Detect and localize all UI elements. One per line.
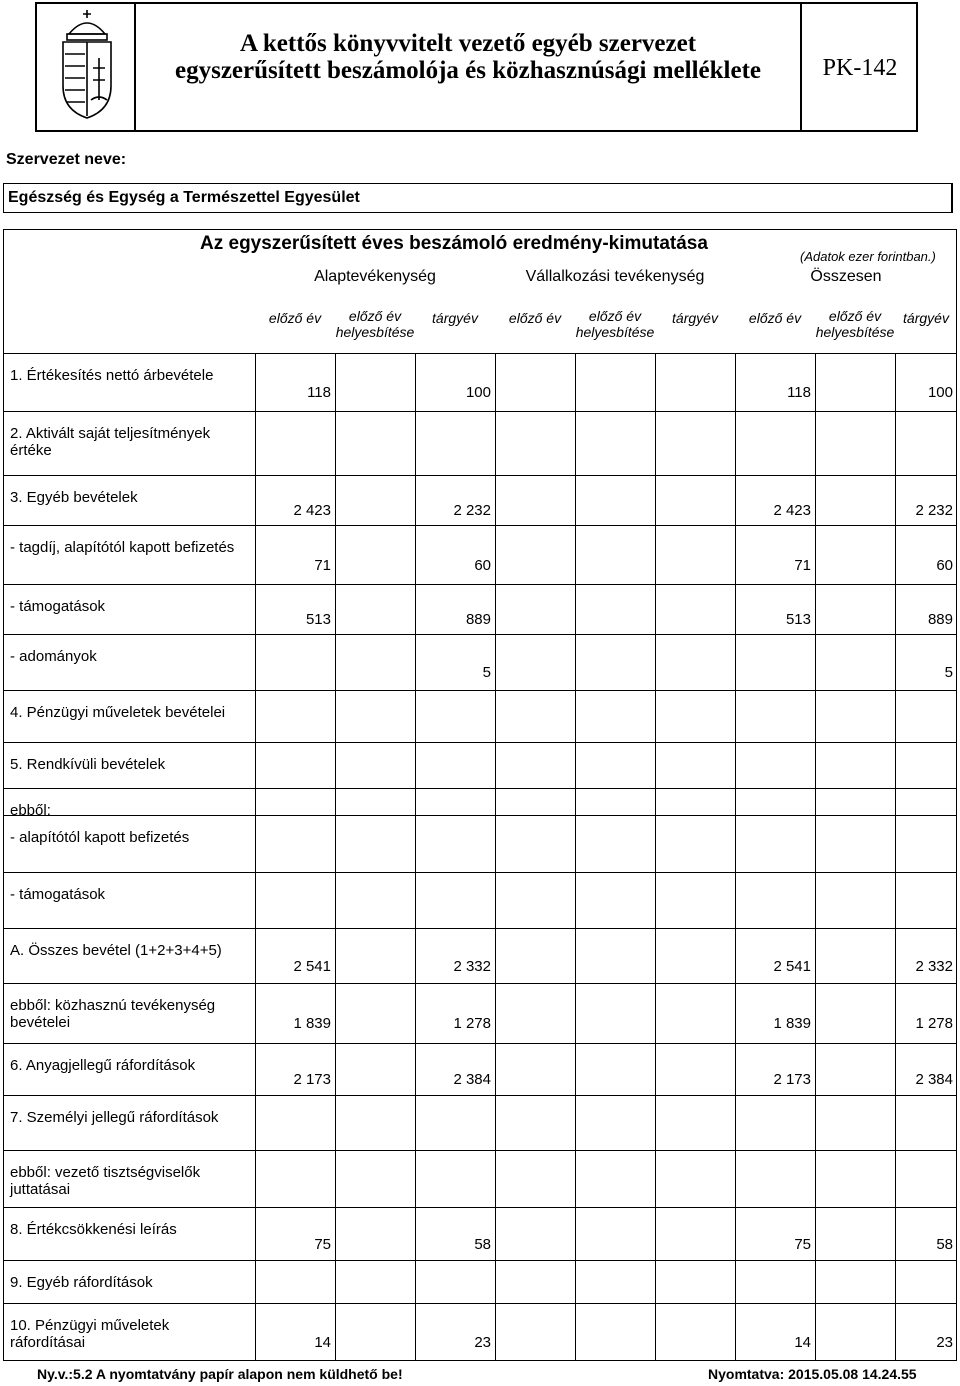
value-cell-r13-c9: 1 278 <box>915 1015 953 1032</box>
row-label-4: - tagdíj, alapítótól kapott befizetés <box>10 539 235 556</box>
value-cell-r3-c1: 2 423 <box>293 502 331 519</box>
col-heading-correction-4: előző év helyesbítése <box>575 308 655 340</box>
value-cell-r4-c3: 60 <box>474 556 491 574</box>
row-label-2: 2. Aktivált saját teljesítmények értéke <box>10 425 211 459</box>
value-cell-r19-c1: 14 <box>314 1333 331 1351</box>
value-cell-r13-c3: 1 278 <box>453 1015 491 1032</box>
col-heading-prev-6: előző év <box>748 310 802 326</box>
print-timestamp: Nyomtatva: 2015.05.08 14.24.55 <box>708 1366 917 1382</box>
value-cell-r6-c3: 5 <box>482 664 491 681</box>
row-label-16: ebből: vezető tisztségviselők juttatásai <box>10 1164 201 1198</box>
value-cell-r5-c7: 513 <box>785 611 811 628</box>
value-cell-r19-c7: 14 <box>794 1333 811 1351</box>
value-cell-r14-c1: 2 173 <box>293 1071 331 1088</box>
hungarian-coat-of-arms-icon <box>55 8 119 120</box>
row-label-11: - támogatások <box>10 886 106 903</box>
col-heading-prev-0: előző év <box>268 310 322 326</box>
col-heading-current-2: tárgyév <box>432 310 478 326</box>
value-cell-r13-c7: 1 839 <box>773 1015 811 1032</box>
value-cell-r14-c9: 2 384 <box>915 1071 953 1088</box>
value-cell-r3-c7: 2 423 <box>773 502 811 519</box>
value-cell-r17-c3: 58 <box>474 1235 491 1253</box>
value-cell-r6-c9: 5 <box>944 664 953 681</box>
row-label-7: 4. Pénzügyi műveletek bevételei <box>10 704 226 721</box>
value-cell-r3-c3: 2 232 <box>453 502 491 519</box>
row-label-17: 8. Értékcsökkenési leírás <box>10 1221 177 1238</box>
row-label-3: 3. Egyéb bevételek <box>10 489 138 506</box>
value-cell-r12-c9: 2 332 <box>915 957 953 975</box>
value-cell-r1-c9: 100 <box>927 384 953 401</box>
col-heading-correction-7: előző év helyesbítése <box>815 308 895 340</box>
col-heading-correction-1: előző év helyesbítése <box>335 308 415 340</box>
value-cell-r3-c9: 2 232 <box>915 502 953 519</box>
footer-note: Ny.v.:5.2 A nyomtatvány papír alapon nem küldhető be! <box>37 1366 403 1382</box>
row-label-9: ebből: <box>10 802 51 819</box>
col-heading-prev-3: előző év <box>508 310 562 326</box>
row-label-5: - támogatások <box>10 598 106 615</box>
value-cell-r17-c9: 58 <box>936 1235 953 1253</box>
value-cell-r4-c9: 60 <box>936 556 953 574</box>
value-cell-r14-c3: 2 384 <box>453 1071 491 1088</box>
org-label: Szervezet neve: <box>6 151 127 168</box>
form-title-line1: A kettős könyvvitelt vezető egyéb szervezet <box>239 30 697 57</box>
col-heading-current-5: tárgyév <box>672 310 718 326</box>
value-cell-r12-c7: 2 541 <box>773 957 811 975</box>
value-cell-r5-c9: 889 <box>927 611 953 628</box>
value-cell-r14-c7: 2 173 <box>773 1071 811 1088</box>
value-cell-r4-c7: 71 <box>794 556 811 574</box>
value-cell-r1-c3: 100 <box>465 384 491 401</box>
form-code: PK-142 <box>822 55 898 81</box>
group-heading-2: Összesen <box>810 268 882 285</box>
row-label-8: 5. Rendkívüli bevételek <box>10 756 166 773</box>
value-cell-r12-c3: 2 332 <box>453 957 491 975</box>
group-heading-0: Alaptevékenység <box>314 268 436 285</box>
value-cell-r19-c9: 23 <box>936 1333 953 1351</box>
group-heading-1: Vállalkozási tevékenység <box>525 268 705 285</box>
value-cell-r4-c1: 71 <box>314 556 331 574</box>
unit-note: (Adatok ezer forintban.) <box>800 249 936 264</box>
col-heading-current-8: tárgyév <box>903 310 949 326</box>
report-title: Az egyszerűsített éves beszámoló eredmény-kimutatása <box>200 233 708 254</box>
row-label-12: A. Összes bevétel (1+2+3+4+5) <box>10 942 222 959</box>
org-name: Egészség és Egység a Természettel Egyesület <box>8 189 360 206</box>
row-label-13: ebből: közhasznú tevékenység bevételei <box>10 997 216 1031</box>
value-cell-r1-c7: 118 <box>787 384 811 401</box>
value-cell-r5-c1: 513 <box>305 611 331 628</box>
value-cell-r17-c7: 75 <box>794 1235 811 1253</box>
form-title-line2: egyszerűsített beszámolója és közhasznúsági melléklete <box>175 57 761 84</box>
value-cell-r17-c1: 75 <box>314 1235 331 1253</box>
row-label-19: 10. Pénzügyi műveletek ráfordításai <box>10 1317 170 1351</box>
row-label-18: 9. Egyéb ráfordítások <box>10 1274 153 1291</box>
row-label-14: 6. Anyagjellegű ráfordítások <box>10 1057 196 1074</box>
row-label-15: 7. Személyi jellegű ráfordítások <box>10 1109 219 1126</box>
row-label-1: 1. Értékesítés nettó árbevétele <box>10 367 214 384</box>
value-cell-r19-c3: 23 <box>474 1333 491 1351</box>
value-cell-r13-c1: 1 839 <box>293 1015 331 1032</box>
row-label-10: - alapítótól kapott befizetés <box>10 829 190 846</box>
value-cell-r12-c1: 2 541 <box>293 957 331 975</box>
row-label-6: - adományok <box>10 648 97 665</box>
value-cell-r1-c1: 118 <box>307 384 331 401</box>
value-cell-r5-c3: 889 <box>465 611 491 628</box>
